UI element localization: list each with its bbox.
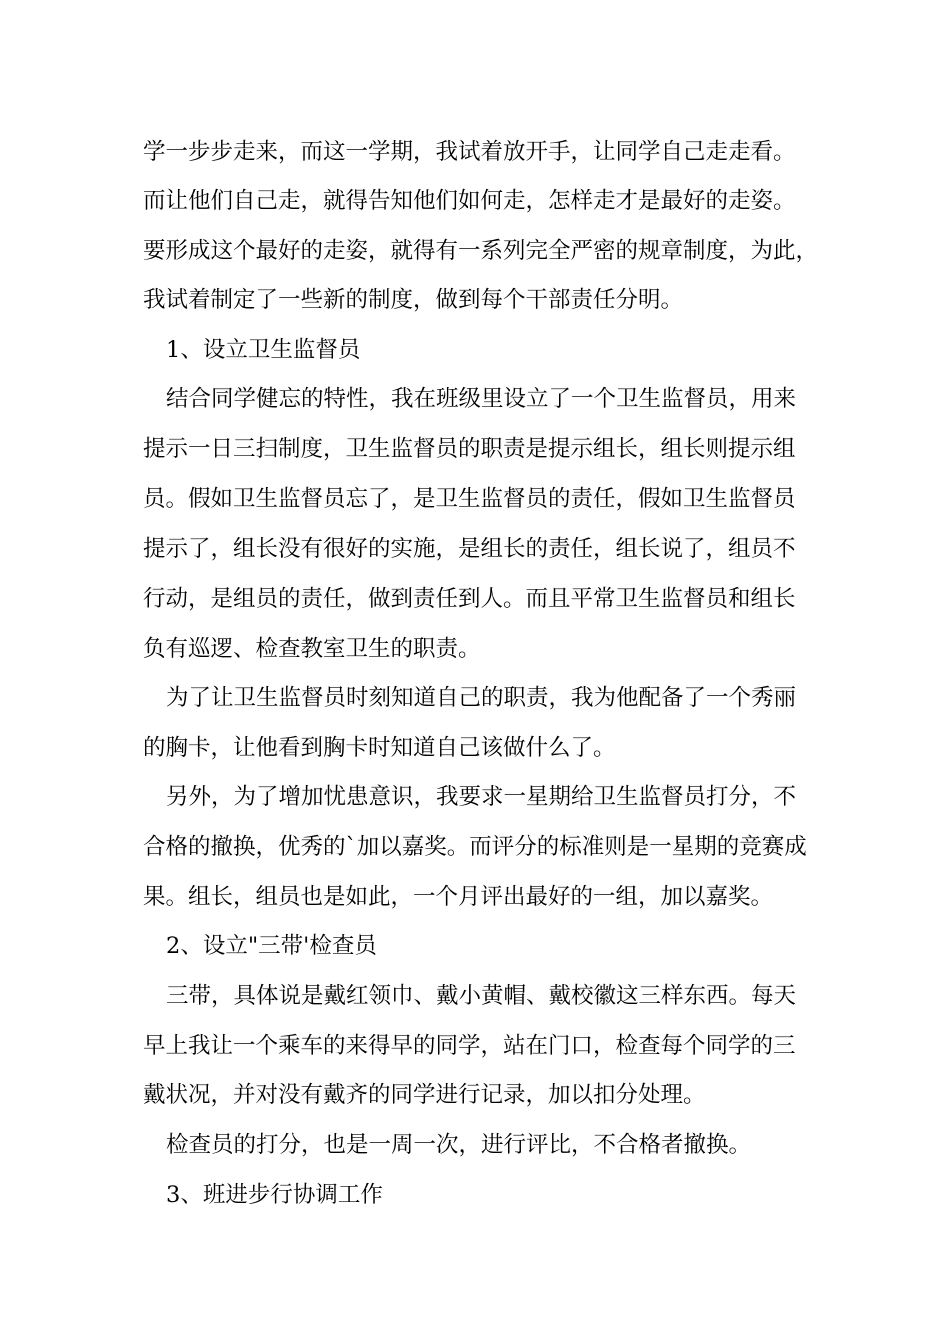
paragraph-line: 行动，是组员的责任，做到责任到人。而且平常卫生监督员和组长 [143, 586, 796, 612]
paragraph-line: 结合同学健忘的特性，我在班级里设立了一个卫生监督员，用来 [166, 386, 797, 412]
paragraph-line: 要形成这个最好的走姿，就得有一系列完全严密的规章制度，为此， [143, 238, 819, 264]
paragraph-line: 早上我让一个乘车的来得早的同学，站在门口，检查每个同学的三 [143, 1033, 796, 1059]
paragraph-line: 三带，具体说是戴红领巾、戴小黄帽、戴校徽这三样东西。每天 [166, 983, 797, 1009]
paragraph-line: 的胸卡，让他看到胸卡时知道自己该做什么了。 [143, 735, 616, 761]
section-heading: 3、班进步行协调工作 [166, 1182, 383, 1208]
paragraph-line: 提示一日三扫制度，卫生监督员的职责是提示组长，组长则提示组 [143, 436, 796, 462]
paragraph-line: 另外，为了增加忧患意识，我要求一星期给卫生监督员打分，不 [166, 784, 797, 810]
paragraph-line: 果。组长，组员也是如此，一个月评出最好的一组，加以嘉奖。 [143, 884, 774, 910]
paragraph-line: 提示了，组长没有很好的实施，是组长的责任，组长说了，组员不 [143, 536, 796, 562]
paragraph-line: 我试着制定了一些新的制度，做到每个干部责任分明。 [143, 287, 684, 313]
section-heading: 1、设立卫生监督员 [166, 337, 361, 363]
paragraph-line: 为了让卫生监督员时刻知道自己的职责，我为他配备了一个秀丽 [166, 685, 797, 711]
paragraph-line: 合格的撤换，优秀的`加以嘉奖。而评分的标准则是一星期的竞赛成 [143, 834, 807, 860]
paragraph-line: 负有巡逻、检查教室卫生的职责。 [143, 636, 481, 662]
paragraph-line: 学一步步走来，而这一学期，我试着放开手，让同学自己走走看。 [143, 139, 796, 165]
paragraph-line: 检查员的打分，也是一周一次，进行评比，不合格者撤换。 [166, 1132, 752, 1158]
paragraph-line: 而让他们自己走，就得告知他们如何走，怎样走才是最好的走姿。 [143, 188, 796, 214]
paragraph-line: 员。假如卫生监督员忘了，是卫生监督员的责任，假如卫生监督员 [143, 486, 796, 512]
paragraph-line: 戴状况，并对没有戴齐的同学进行记录，加以扣分处理。 [143, 1082, 706, 1108]
section-heading: 2、设立"三带'检查员 [166, 933, 377, 959]
